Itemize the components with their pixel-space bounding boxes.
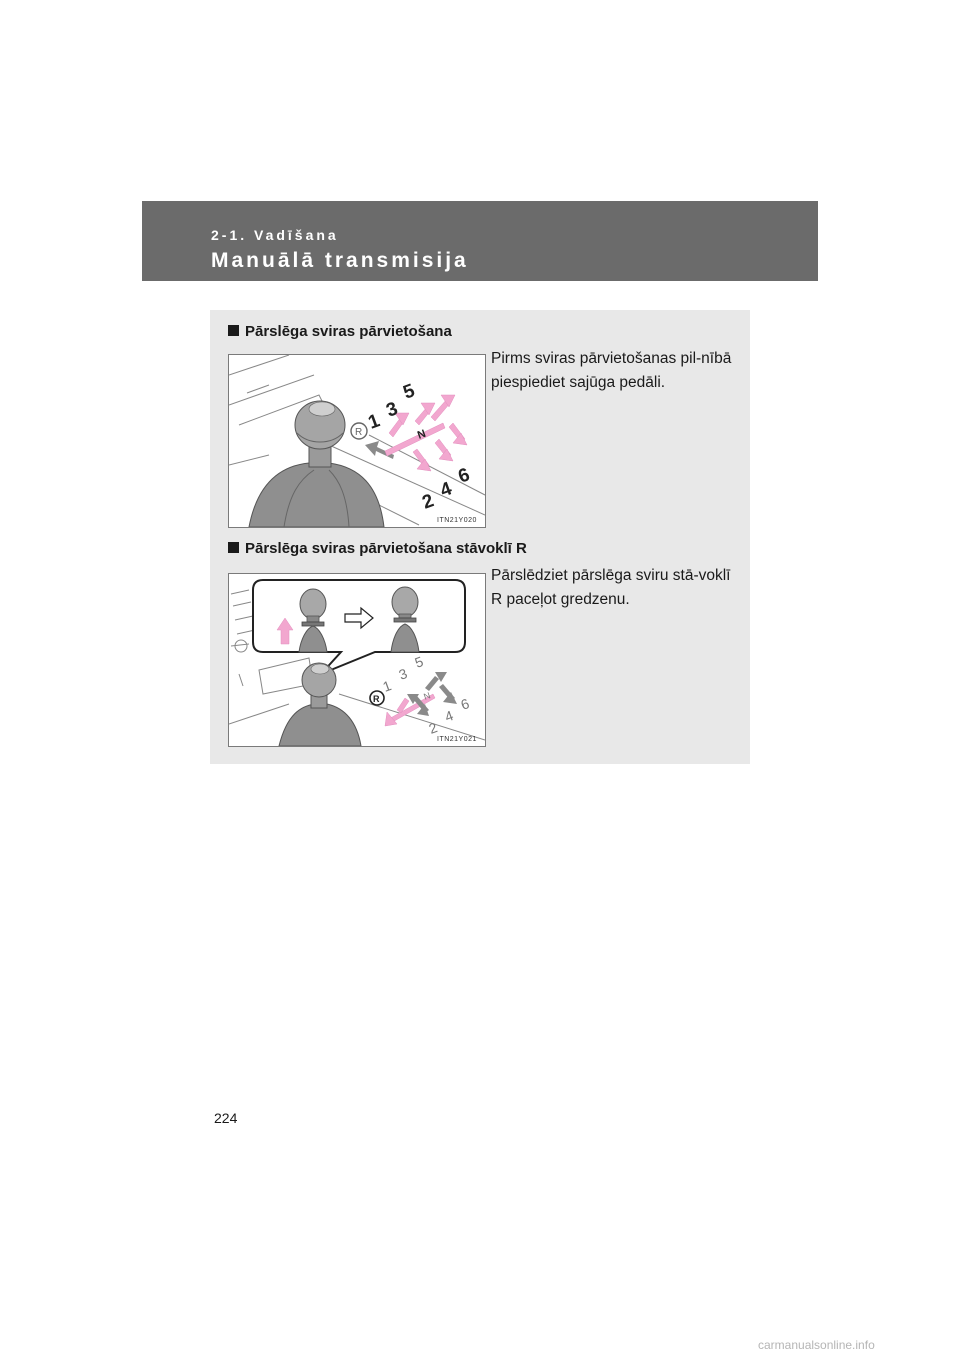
square-bullet-icon [228, 542, 239, 553]
gear-label-1: 1 [380, 677, 394, 695]
gear-shift-knob-illustration [229, 574, 485, 746]
section-body: Pirms sviras pārvietošanas pil-nībā piespiediet sajūga pedāli. [491, 350, 732, 391]
gear-label-2: 2 [419, 490, 437, 514]
chapter-header [142, 201, 818, 281]
shift-pattern-arrows [385, 395, 467, 471]
content-box [210, 310, 750, 764]
gear-label-6: 6 [455, 464, 473, 488]
section-heading-text: Pārslēga sviras pārvietošana stāvoklī R [245, 540, 527, 557]
figure-reverse-lift-ring [228, 573, 486, 747]
page-number: 224 [214, 1110, 238, 1126]
gear-label-n: N [415, 427, 428, 442]
figure-shift-pattern [228, 354, 486, 528]
gear-shift-knob-illustration [229, 355, 485, 527]
watermark: carmanualsonline.info [758, 1338, 875, 1352]
gear-label-3: 3 [396, 665, 410, 683]
section-body: Pārslēdziet pārslēga sviru stā-voklī R paceļot gredzenu. [491, 567, 731, 608]
gear-label-5: 5 [400, 380, 418, 404]
gear-label-4: 4 [442, 707, 456, 725]
gear-label-5: 5 [412, 653, 426, 671]
gear-label-r: R [355, 427, 363, 438]
gear-label-n: N [422, 690, 432, 702]
square-bullet-icon [228, 325, 239, 336]
section-heading-text: Pārslēga sviras pārvietošana [245, 323, 452, 340]
gear-label-2: 2 [426, 719, 440, 737]
gear-label-6: 6 [458, 695, 472, 713]
section-heading [228, 323, 452, 340]
gear-label-3: 3 [383, 398, 401, 422]
section-label: 2-1. Vadīšana [211, 227, 339, 243]
figure-code: ITN21Y020 [437, 517, 477, 524]
page-title: Manuālā transmisija [211, 249, 469, 272]
figure-code: ITN21Y021 [437, 736, 477, 743]
section-heading [228, 540, 527, 557]
gear-label-4: 4 [437, 478, 455, 502]
gear-label-1: 1 [365, 410, 383, 434]
gear-label-r: R [373, 694, 380, 704]
